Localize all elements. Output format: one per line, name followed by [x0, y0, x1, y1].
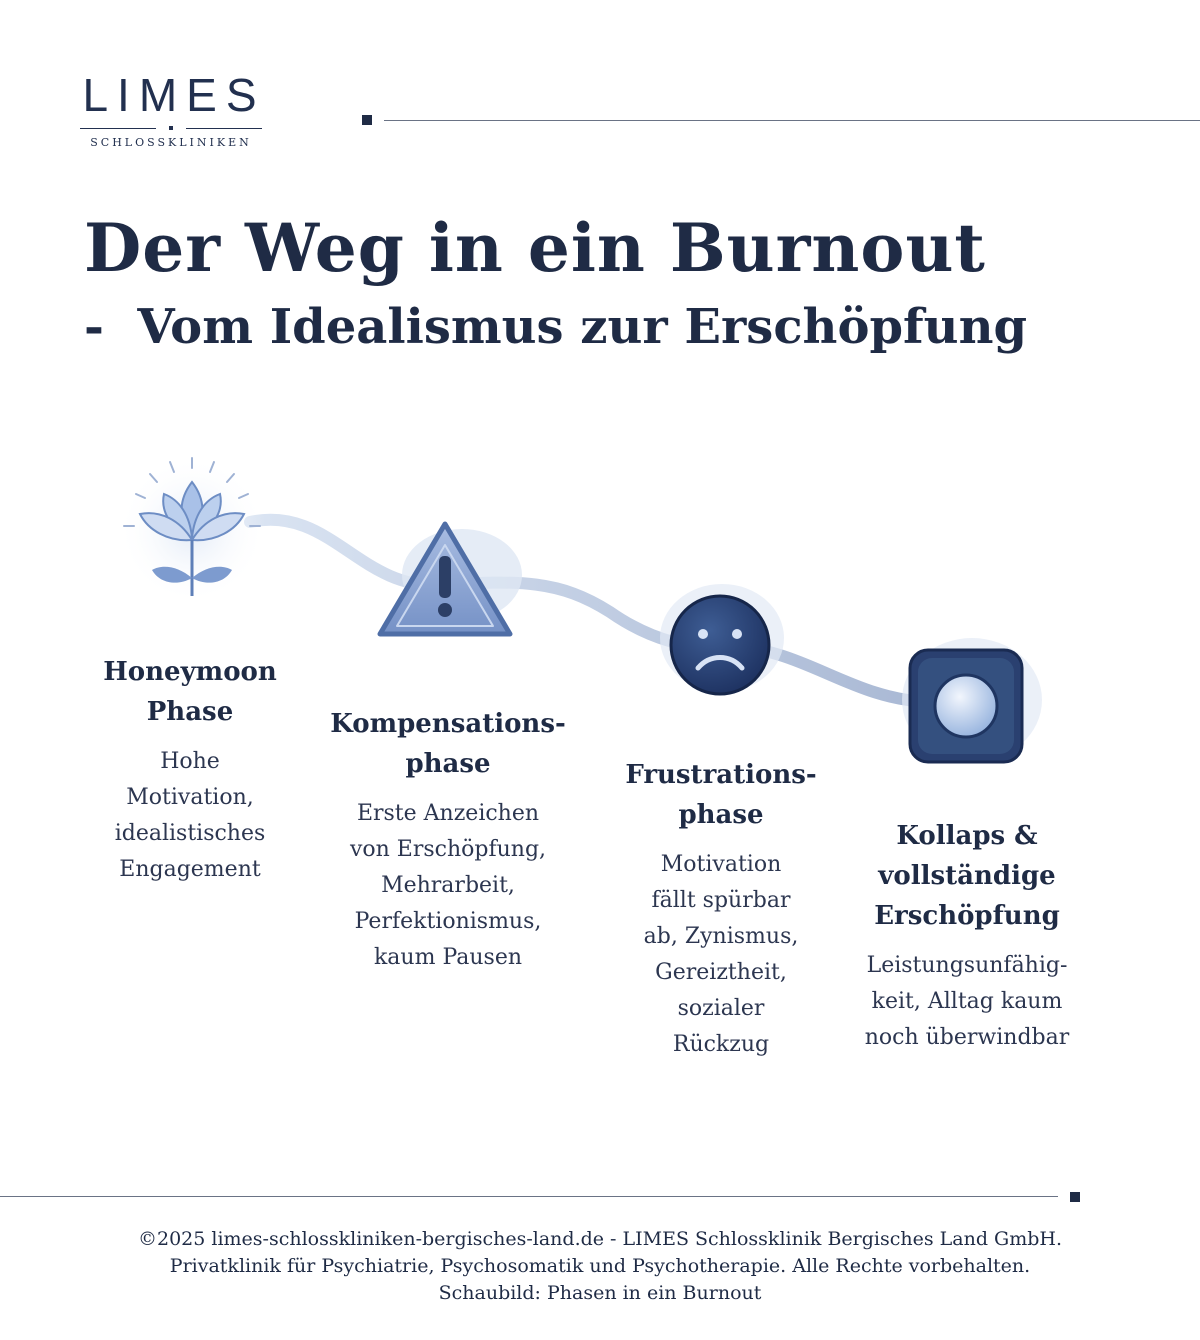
stop-button-icon — [902, 638, 1042, 762]
footer-copyright: ©2025 limes-schlosskliniken-bergisches-land.de - LIMES Schlossklinik Bergisches Land GmbH. — [137, 1228, 1063, 1250]
phase-description: Erste Anzeichen von Erschöpfung, Mehrarbeit, Perfektionismus, kaum Pausen — [349, 801, 547, 970]
page-subtitle: - Vom Idealismus zur Erschöpfung — [84, 299, 1028, 355]
brand-logo — [76, 70, 266, 149]
logo-subtitle: SCHLOSSKLINIKEN — [90, 136, 252, 149]
sad-face-icon — [660, 584, 784, 694]
decorative-square-bottom — [1070, 1192, 1080, 1202]
phase-honeymoon — [90, 652, 290, 888]
footer — [0, 1226, 1200, 1307]
footer-caption: Schaubild: Phasen in ein Burnout — [438, 1282, 762, 1304]
decorative-square-top — [362, 115, 372, 125]
logo-wordmark: LIMES — [82, 69, 266, 121]
lotus-flower-icon — [118, 456, 266, 604]
progression-path — [250, 520, 930, 702]
header-rule — [384, 120, 1200, 121]
footer-rule — [0, 1196, 1058, 1197]
phase-title: Honeymoon Phase — [103, 657, 277, 727]
phase-kollaps — [840, 816, 1094, 1056]
footer-clinic-info: Privatklinik für Psychiatrie, Psychosomatik und Psychotherapie. Alle Rechte vorbehalten. — [169, 1255, 1031, 1277]
phase-description: Leistungsunfähig- keit, Alltag kaum noch überwindbar — [864, 953, 1070, 1050]
phase-title: Kollaps & vollständige Erschöpfung — [874, 821, 1060, 931]
phase-title: Frustrations- phase — [625, 760, 817, 830]
phase-description: Hohe Motivation, idealistisches Engagement — [114, 749, 266, 882]
phase-kompensation — [318, 704, 578, 976]
logo-divider — [80, 124, 262, 132]
page-title: Der Weg in ein Burnout — [84, 209, 986, 287]
phase-title: Kompensations- phase — [330, 709, 566, 779]
phase-description: Motivation fällt spürbar ab, Zynismus, Gereiztheit, sozialer Rückzug — [643, 852, 799, 1057]
phase-frustration — [610, 755, 832, 1063]
